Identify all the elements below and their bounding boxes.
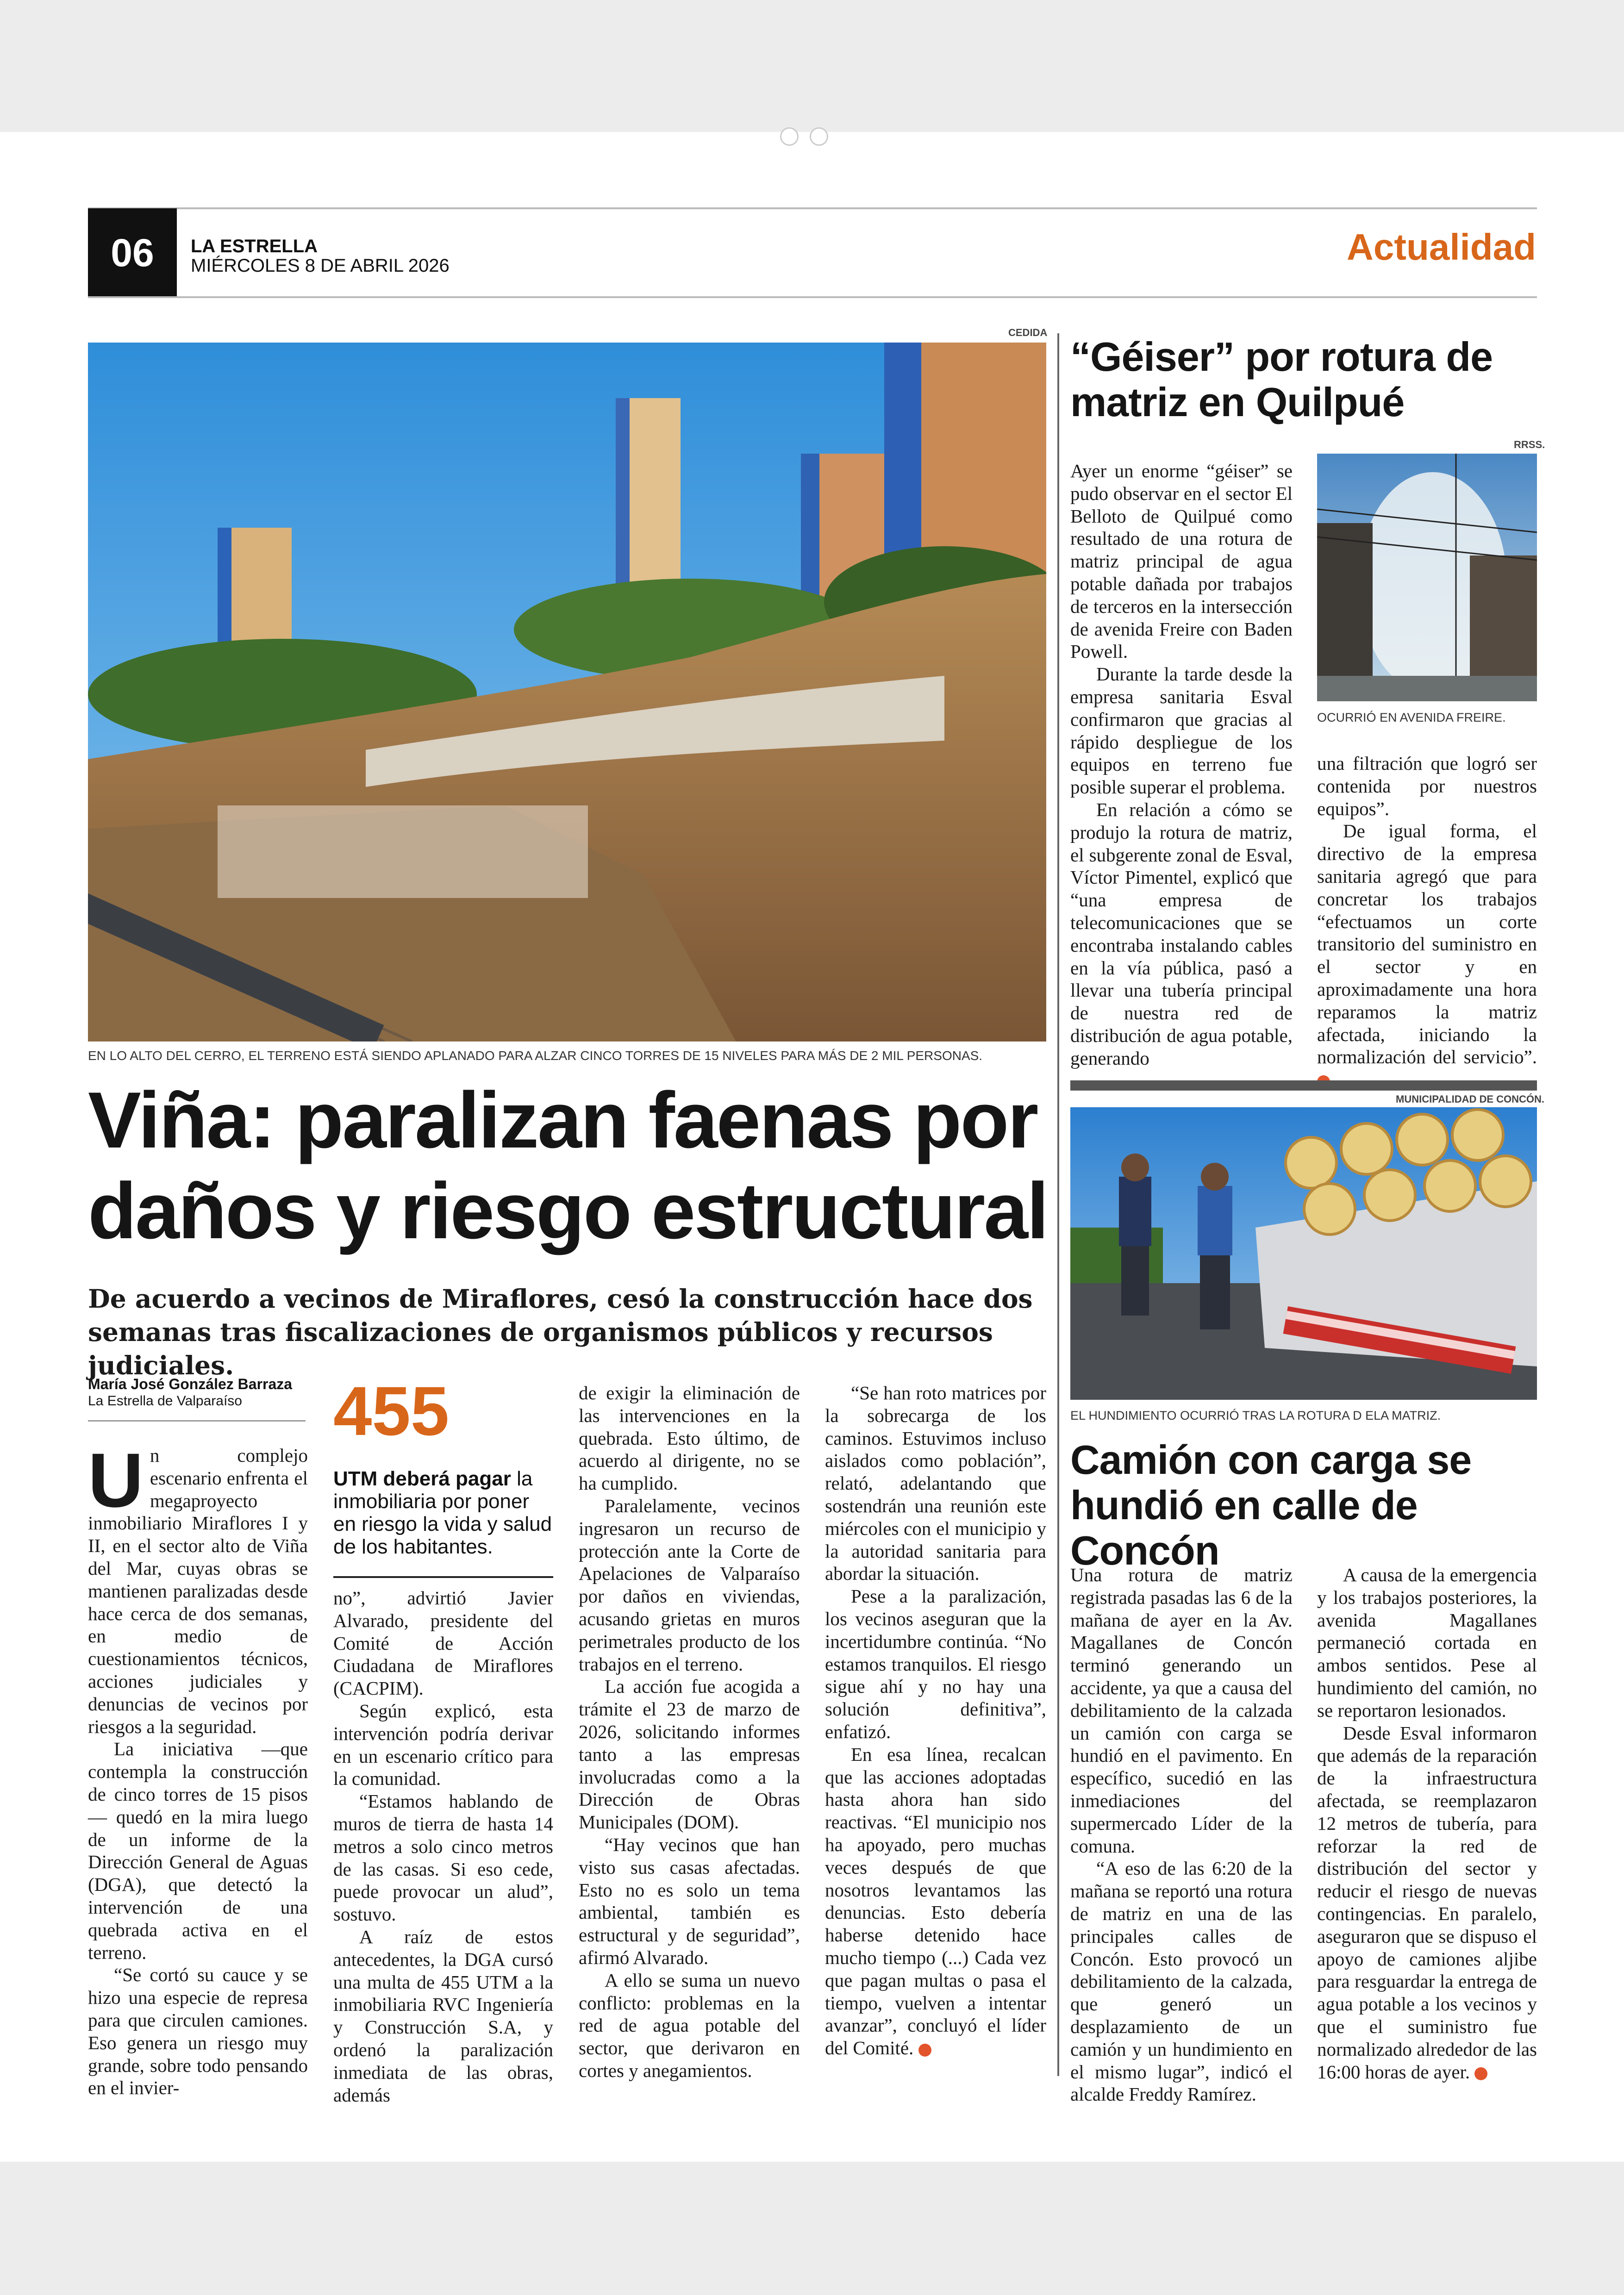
col3-p4: “Hay vecinos que han visto sus casas afectadas. Esto no es solo un tema ambiental, también es estructural y de seguridad”, afirmó Alvarado. xyxy=(579,1834,800,1968)
highlight-text xyxy=(333,1467,553,1558)
page-scroll-indicators[interactable] xyxy=(780,127,845,141)
highlight-number: 455 xyxy=(333,1372,450,1450)
story2-p2: Durante la tarde desde la empresa sanitaria Esval confirmaron que gracias al rápido despliegue de los equipos en terreno fue posible superar el problema. xyxy=(1070,663,1293,798)
article-column-4 xyxy=(825,1382,1046,2059)
dropcap: U xyxy=(88,1438,144,1523)
col3-p2: Paralelamente, vecinos ingresaron un recurso de protección ante la Corte de Apelaciones de Valparaíso por daños en viviendas, acusando grietas en muros perimetrales producto de los trabajos en el terreno. xyxy=(579,1495,800,1675)
article-column-3 xyxy=(579,1382,800,2082)
main-deck: De acuerdo a vecinos de Miraflores, cesó la construcción hace dos semanas tras fiscalizaciones de organismos públicos y recursos judiciales. xyxy=(88,1284,1033,1380)
circle-end-mark-icon: ✪ xyxy=(1474,2067,1487,2080)
highlight-bold: UTM deberá pagar xyxy=(333,1467,511,1490)
article-column-1 xyxy=(88,1438,308,2099)
highlight-rule xyxy=(333,1576,553,1578)
col2-p1: no”, advirtió Javier Alvarado, presidente del Comité de Acción Ciudadana de Miraflores (CACPIM). xyxy=(333,1587,553,1699)
story2-column-2 xyxy=(1317,752,1537,1091)
story2-headline: “Géiser” por rotura de matriz en Quilpué xyxy=(1070,334,1493,425)
col3-p3: La acción fue acogida a trámite el 23 de marzo de 2026, solicitando informes tanto a las empresas involucradas como a la Dirección de Obras Municipales (DOM). xyxy=(579,1676,800,1833)
main-photo xyxy=(88,343,1046,1041)
header-rule-top xyxy=(88,207,1537,209)
story3-p2: “A eso de las 6:20 de la mañana se reportó una rotura de matriz en una de las principales calles de Concón. Esto provocó un debilitamiento de la calzada, que generó un desplazamiento de un camión y un hundimiento en el mismo lugar”, indicó el alcalde Freddy Ramírez. xyxy=(1070,1858,1293,2105)
col4-p1: “Se han roto matrices por la sobrecarga de los caminos. Estuvimos incluso aislados como población”, relató, adelantando que sostendrán una reunión este miércoles con el municipio y la autoridad sanitaria para abordar la situación. xyxy=(825,1382,1046,1584)
story3-column-1 xyxy=(1070,1564,1293,2106)
col1-p3: “Se cortó su cauce y se hizo una especie de represa para que circulen camiones. Eso genera un riesgo muy grande, sobre todo pensando en el invier- xyxy=(88,1964,308,2099)
story3-photo-caption: EL HUNDIMIENTO OCURRIÓ TRAS LA ROTURA D ELA MATRIZ. xyxy=(1070,1409,1441,1422)
hillside-construction-illustration xyxy=(88,343,1046,1041)
story2-photo-caption: OCURRIÓ EN AVENIDA FREIRE. xyxy=(1317,711,1506,724)
column-divider xyxy=(1057,333,1059,2076)
col1-p2: La iniciativa —que contempla la construcción de cinco torres de 15 pisos— quedó en la mira luego de un informe de la Dirección General de Aguas (DGA), que detectó la intervención de una quebrada activa en el terreno. xyxy=(88,1738,308,1963)
main-headline: Viña: paralizan faenas por daños y riesgo estructural xyxy=(88,1076,1048,1255)
main-photo-credit: CEDIDA xyxy=(1008,327,1048,338)
story3-photo-credit: MUNICIPALIDAD DE CONCÓN. xyxy=(1396,1093,1545,1105)
story2-photo-credit: RRSS. xyxy=(1514,439,1545,450)
story-separator-bar xyxy=(1070,1080,1537,1091)
sunken-truck-illustration xyxy=(1070,1107,1537,1400)
story2-p5: De igual forma, el directivo de la empresa sanitaria agregó que para concretar los trabajos “efectuamos un corte transitorio del suministro en el sector y en aproximadamente una hora reparamos la matriz afectada, iniciando la normalización del servicio”. xyxy=(1317,820,1537,1068)
article-column-2 xyxy=(333,1587,553,2106)
story2-p1: Ayer un enorme “géiser” se pudo observar en el sector El Belloto de Quilpué como resultado de una rotura de matriz principal de agua potable dañada por trabajos de terceros en la intersección de avenida Freire con Baden Powell. xyxy=(1070,460,1293,662)
circle-end-mark-icon: ✪ xyxy=(918,2044,931,2057)
section-title: Actualidad xyxy=(1347,226,1536,268)
story3-photo xyxy=(1070,1107,1537,1400)
col2-p2: Según explicó, esta intervención podría derivar en un escenario crítico para la comunidad. xyxy=(333,1700,553,1790)
col3-p5: A ello se suma un nuevo conflicto: problemas en la red de agua potable del sector, que derivaron en cortes y anegamientos. xyxy=(579,1969,800,2081)
header-rule-bottom xyxy=(88,296,1537,298)
story2-photo xyxy=(1317,454,1537,701)
byline-author: María José González Barraza xyxy=(88,1376,293,1392)
story3-p3: A causa de la emergencia y los trabajos posteriores, la avenida Magallanes permaneció cortada en ambos sentidos. Pese al hundimiento del camión, no se reportaron lesionados. xyxy=(1317,1564,1537,1721)
byline-organization: La Estrella de Valparaíso xyxy=(88,1393,242,1409)
col4-p2: Pese a la paralización, los vecinos aseguran que la incertidumbre continúa. “No estamos tranquilos. El riesgo sigue ahí y no hay una solución definitiva”, enfatizó. xyxy=(825,1585,1046,1742)
page-number: 06 xyxy=(88,208,177,297)
col4-p3: En esa línea, recalcan que las acciones adoptadas hasta ahora han sido reactivas. “El municipio nos ha apoyado, pero muchas veces después de que nosotros levantamos las denuncias. Esto debería haberse detenido hace mucho tiempo (...) Cada vez que pagan multas o pasa el tiempo, vuelven a intentar avanzar”, concluyó el líder del Comité. xyxy=(825,1743,1046,2059)
story3-column-2 xyxy=(1317,1564,1537,2083)
highlight-rest: la inmobiliaria por poner en riesgo la vida y salud de los habitantes. xyxy=(333,1467,552,1558)
col2-p4: A raíz de estos antecedentes, la DGA cursó una multa de 455 UTM a la inmobiliaria RVC Ingeniería y Construcción S.A, y ordenó la paralización inmediata de las obras, además xyxy=(333,1926,553,2106)
story2-column-1 xyxy=(1070,460,1293,1070)
story3-p1: Una rotura de matriz registrada pasadas las 6 de la mañana de ayer en la Av. Magallanes de Concón terminó generando un accidente, ya que a causa del debilitamiento de la calzada un camión con carga se hundió en el pavimento. En específico, sucedió en las inmediaciones del supermercado Líder de la comuna. xyxy=(1070,1564,1293,1857)
paper-name: LA ESTRELLA xyxy=(191,236,318,256)
story3-p4: Desde Esval informaron que además de la reparación de la infraestructura afectada, se reemplazaron 12 metros de tubería, para reforzar la red de distribución del sector y reducir el riesgo de nuevas contingencias. En paralelo, aseguraron que se dispuso el apoyo de camiones aljibe para resguardar la entrega de agua potable a los vecinos y que el suministro fue normalizado alrededor de las 16:00 horas de ayer. xyxy=(1317,1722,1537,2083)
col1-p1: n complejo escenario enfrenta el megaproyecto inmobiliario Miraflores I y II, en el sector alto de Viña del Mar, cuyas obras se mantienen paralizadas desde hace cerca de dos semanas, en medio de cuestionamientos técnicos, acciones judiciales y denuncias de vecinos por riesgos a la seguridad. xyxy=(88,1445,308,1737)
story2-p4: una filtración que logró ser contenida por nuestros equipos”. xyxy=(1317,753,1537,819)
water-geyser-illustration xyxy=(1317,454,1537,701)
col3-p1: de exigir la eliminación de las intervenciones en la quebrada. Esto último, de acuerdo al dirigente, no se ha cumplido. xyxy=(579,1382,800,1494)
story2-p3: En relación a cómo se produjo la rotura de matriz, el subgerente zonal de Esval, Víctor Pimentel, explicó que “una empresa de telecomunicaciones que se encontraba instalando cables en la vía pública, pasó a llevar una tubería principal de nuestra red de distribución de agua potable, generando xyxy=(1070,798,1293,1069)
issue-date: MIÉRCOLES 8 DE ABRIL 2026 xyxy=(191,256,450,276)
byline-rule xyxy=(88,1420,306,1422)
story3-headline: Camión con carga se hundió en calle de Concón xyxy=(1070,1437,1472,1573)
main-photo-caption: EN LO ALTO DEL CERRO, EL TERRENO ESTÁ SIENDO APLANADO PARA ALZAR CINCO TORRES DE 15 NIVELES PARA MÁS DE 2 MIL PERSONAS. xyxy=(88,1048,983,1063)
col2-p3: “Estamos hablando de muros de tierra de hasta 14 metros a solo cinco metros de las casas. Si eso cede, puede provocar un alud”, sostuvo. xyxy=(333,1790,553,1925)
